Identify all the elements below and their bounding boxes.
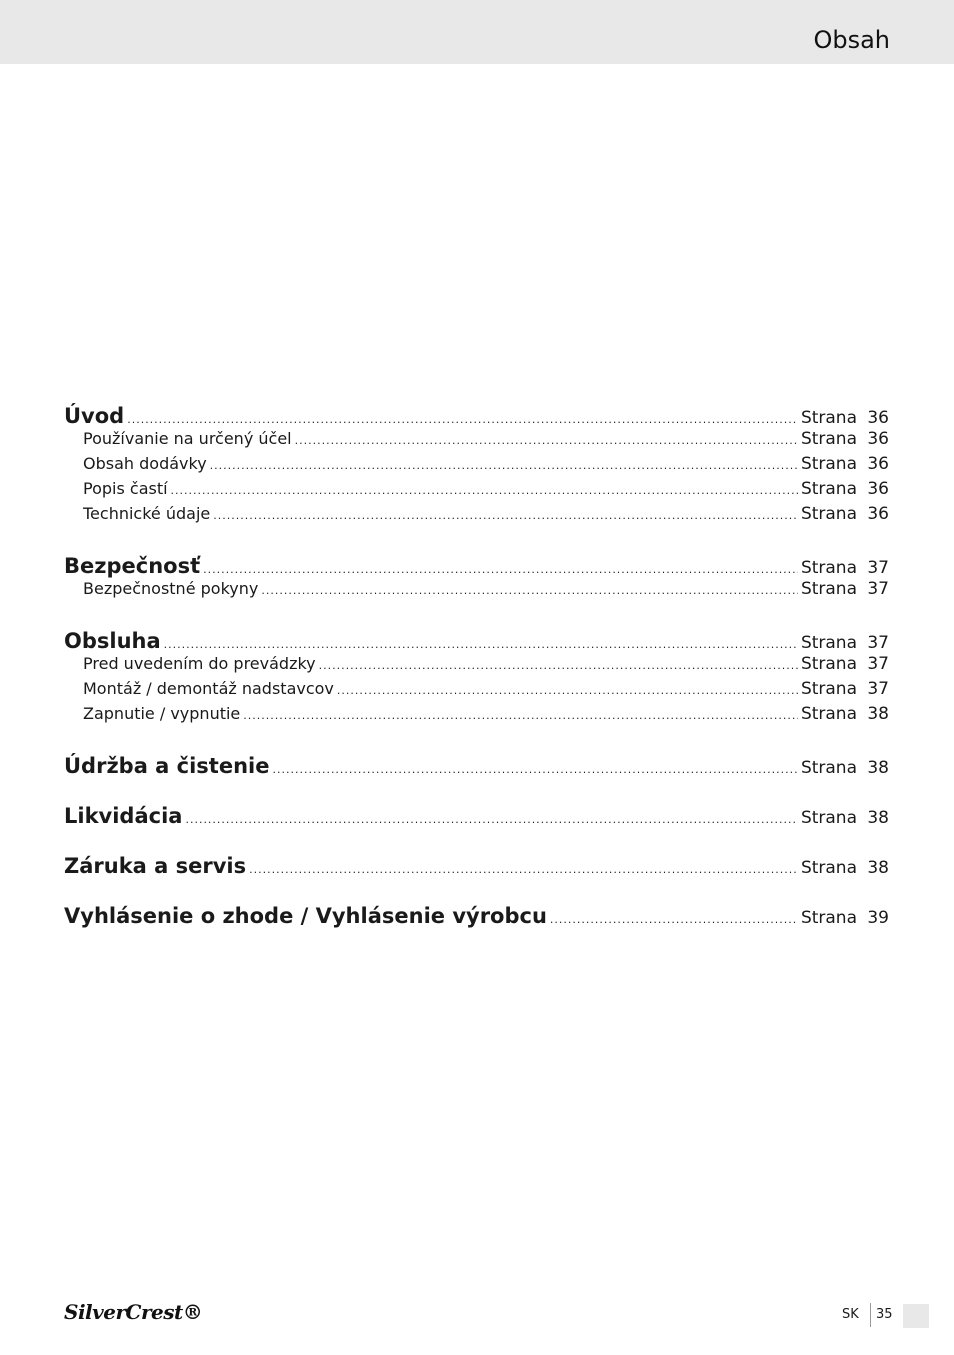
- toc-entry-page: 36: [867, 408, 889, 428]
- toc-entry-strana: Strana: [800, 633, 857, 653]
- dot-leader: [295, 434, 798, 447]
- toc-entry-page: 37: [867, 558, 889, 578]
- toc-entry[interactable]: [64, 679, 889, 704]
- toc-entry-label: Pred uvedením do prevádzky: [83, 654, 316, 673]
- toc-entry-page: 38: [867, 858, 889, 878]
- toc-entry[interactable]: [64, 904, 889, 929]
- toc-entry-label: Zapnutie / vypnutie: [83, 704, 241, 723]
- toc-entry-label: Záruka a servis: [64, 854, 247, 878]
- toc-entry-label: Likvidácia: [64, 804, 183, 828]
- toc-entry-page: 36: [867, 429, 889, 449]
- header-band: [0, 0, 954, 64]
- dot-leader: [185, 813, 797, 826]
- dot-leader: [272, 763, 797, 776]
- toc-entry-page: 39: [867, 908, 889, 928]
- dot-leader: [127, 413, 798, 426]
- toc-entry-strana: Strana: [800, 858, 857, 878]
- toc-entry[interactable]: [64, 804, 889, 829]
- toc-entry[interactable]: [64, 704, 889, 729]
- toc-entry-label: Úvod: [64, 404, 125, 428]
- toc-entry-strana: Strana: [800, 908, 857, 928]
- dot-leader: [550, 913, 798, 926]
- brand-logo: SilverCrest®: [64, 1300, 203, 1324]
- toc-entry-page: 38: [867, 704, 889, 724]
- toc-entry-page: 37: [867, 679, 889, 699]
- toc-entry-strana: Strana: [800, 479, 857, 499]
- dot-leader: [337, 684, 798, 697]
- toc-entry-label: Bezpečnosť: [64, 554, 201, 578]
- toc-entry-strana: Strana: [800, 579, 857, 599]
- toc-entry-label: Obsluha: [64, 629, 161, 653]
- toc-entry-strana: Strana: [800, 408, 857, 428]
- toc-entry-strana: Strana: [800, 679, 857, 699]
- toc-entry-label: Vyhlásenie o zhode / Vyhlásenie výrobcu: [64, 904, 547, 928]
- language-code: SK: [842, 1307, 859, 1322]
- toc-entry-strana: Strana: [800, 808, 857, 828]
- toc-entry-page: 37: [867, 579, 889, 599]
- toc-entry[interactable]: [64, 504, 889, 529]
- toc-entry[interactable]: [64, 754, 889, 779]
- toc-entry-label: Bezpečnostné pokyny: [83, 579, 259, 598]
- toc-entry-label: Údržba a čistenie: [64, 754, 270, 778]
- toc-entry-page: 37: [867, 654, 889, 674]
- dot-leader: [164, 638, 798, 651]
- toc-entry-label: Technické údaje: [83, 504, 211, 523]
- dot-leader: [213, 509, 798, 522]
- page-number: 35: [876, 1307, 893, 1322]
- toc-entry-label: Obsah dodávky: [83, 454, 207, 473]
- toc-entry-strana: Strana: [800, 454, 857, 474]
- toc-entry-page: 38: [867, 758, 889, 778]
- toc-entry-strana: Strana: [800, 558, 857, 578]
- dot-leader: [249, 863, 798, 876]
- toc-entry-label: Používanie na určený účel: [83, 429, 292, 448]
- dot-leader: [203, 563, 798, 576]
- toc-entry-page: 37: [867, 633, 889, 653]
- toc-entry-strana: Strana: [800, 758, 857, 778]
- footer-divider: [870, 1303, 871, 1327]
- toc-entry[interactable]: [64, 579, 889, 604]
- toc-entry-label: Montáž / demontáž nadstavcov: [83, 679, 334, 698]
- toc-entry[interactable]: [64, 554, 889, 579]
- toc-entry[interactable]: [64, 479, 889, 504]
- dot-leader: [210, 459, 798, 472]
- dot-leader: [319, 659, 798, 672]
- toc-entry-label: Popis častí: [83, 479, 168, 498]
- toc-entry-strana: Strana: [800, 704, 857, 724]
- toc-entry[interactable]: [64, 654, 889, 679]
- page-title: Obsah: [813, 26, 890, 54]
- toc-entry[interactable]: [64, 454, 889, 479]
- toc-entry[interactable]: [64, 854, 889, 879]
- dot-leader: [243, 709, 798, 722]
- toc-entry[interactable]: [64, 429, 889, 454]
- page-tab-marker: [903, 1304, 929, 1328]
- toc-entry-page: 36: [867, 454, 889, 474]
- dot-leader: [261, 584, 798, 597]
- toc-entry-strana: Strana: [800, 504, 857, 524]
- toc-entry-page: 38: [867, 808, 889, 828]
- toc-entry-page: 36: [867, 504, 889, 524]
- toc-entry[interactable]: [64, 404, 889, 429]
- toc-entry-strana: Strana: [800, 654, 857, 674]
- toc-entry[interactable]: [64, 629, 889, 654]
- toc-entry-strana: Strana: [800, 429, 857, 449]
- toc-entry-page: 36: [867, 479, 889, 499]
- dot-leader: [171, 484, 798, 497]
- table-of-contents: [64, 404, 889, 929]
